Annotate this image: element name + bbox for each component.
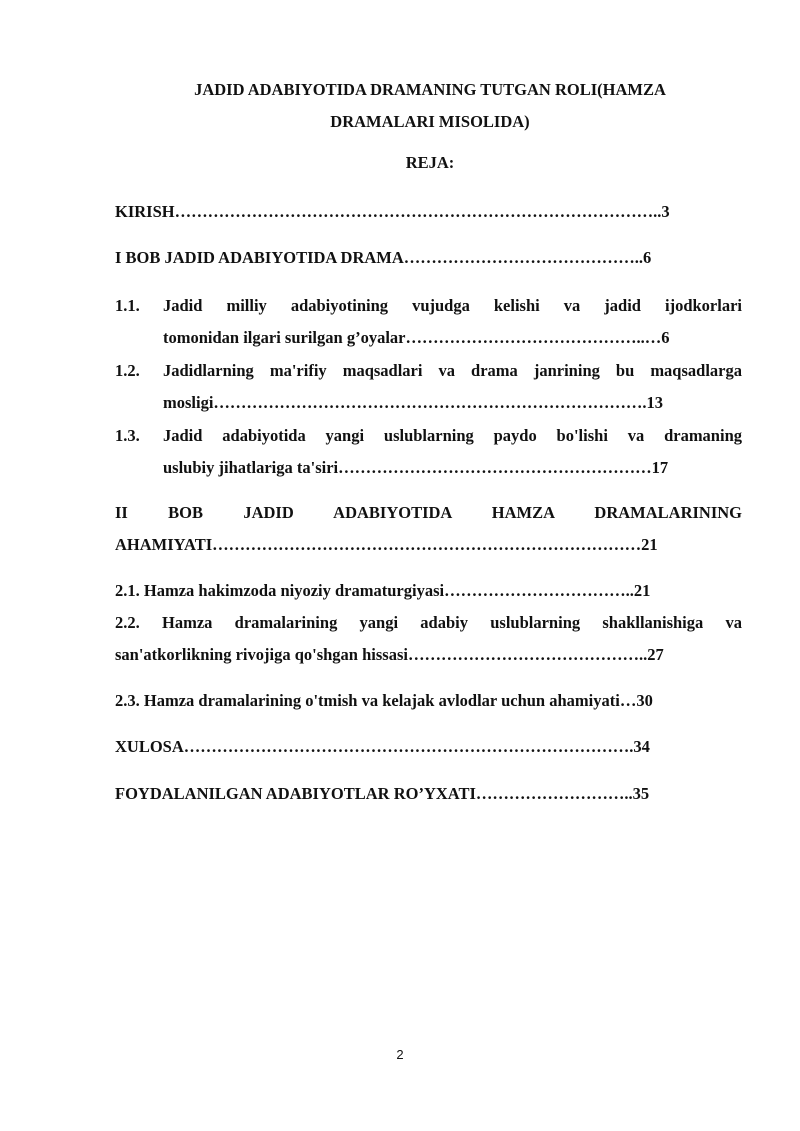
toc-text: uslubiy jihatlariga ta'siri…………………………………………………17 (163, 458, 669, 477)
toc-entry-2-1: 2.1. Hamza hakimzoda niyoziy dramaturgiyasi……………………………..21 (115, 581, 651, 600)
toc-text: Jadidlarning ma'rifiy maqsadlari va drama janrining bu maqsadlarga (163, 361, 742, 380)
toc-number: 1.3. (115, 426, 140, 445)
plan-heading: REJA: (405, 153, 455, 172)
toc-entry-xulosa: XULOSA……………………………………………………………………….34 (115, 737, 650, 756)
page-number: 2 (396, 1047, 404, 1062)
toc-entry-bob-2: II BOB JADID ADABIYOTIDA HAMZA DRAMALARINING (115, 503, 742, 522)
toc-entry-bob-2-cont: AHAMIYATI……………………………………………………………………21 (115, 535, 658, 554)
toc-entry-2-2: 2.2. Hamza dramalarining yangi adabiy uslublarning shakllanishiga va (115, 613, 742, 632)
toc-text: mosligi…………………………………………………………………….13 (163, 393, 664, 412)
title-line-2: DRAMALARI MISOLIDA) (330, 112, 530, 131)
toc-entry-bob-1: I BOB JADID ADABIYOTIDA DRAMA……………………………………..6 (115, 248, 652, 267)
toc-entry-2-2-cont: san'atkorlikning rivojiga qo'shgan hissasi……………………………………..27 (115, 645, 664, 664)
toc-entry-2-3: 2.3. Hamza dramalarining o'tmish va kelajak avlodlar uchun ahamiyati…30 (115, 691, 653, 710)
toc-text: Jadid adabiyotida yangi uslublarning paydo bo'lishi va dramaning (163, 426, 742, 445)
toc-number: 1.2. (115, 361, 140, 380)
toc-number: 1.1. (115, 296, 140, 315)
toc-text: tomonidan ilgari surilgan g’oyalar……………………………………..…6 (163, 328, 670, 347)
toc-entry-references: FOYDALANILGAN ADABIYOTLAR RO’YXATI………………………..35 (115, 784, 650, 803)
toc-entry-kirish: KIRISH……………………………………………………………………………..3 (115, 202, 670, 221)
toc-text: Jadid milliy adabiyotining vujudga kelishi va jadid ijodkorlari (163, 296, 742, 315)
document-title (110, 74, 750, 138)
title-line-1: JADID ADABIYOTIDA DRAMANING TUTGAN ROLI(HAMZA (194, 80, 666, 99)
